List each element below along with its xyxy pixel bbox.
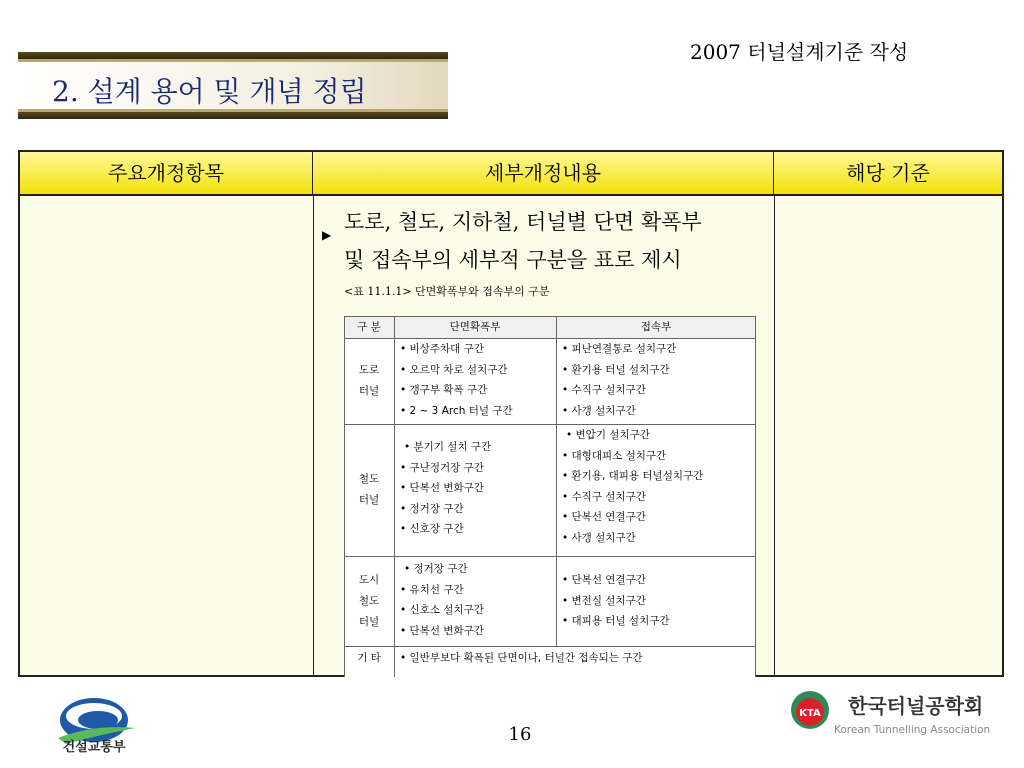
page-number: 16 — [508, 724, 532, 745]
rail-widening-list — [394, 437, 556, 540]
heading-bar-bottom — [18, 112, 448, 119]
category-line: 도로 — [358, 364, 380, 376]
list-item: • 정거장 구간 — [404, 563, 468, 575]
list-item: • 사갱 설치구간 — [562, 404, 636, 417]
category-rail-tunnel — [344, 424, 394, 556]
road-junction-list — [556, 339, 756, 421]
triangle-bullet-icon: ▶ — [322, 228, 332, 242]
grid-line — [344, 424, 756, 425]
list-item: • 유치선 구간 — [400, 583, 464, 596]
category-line: 터널 — [358, 494, 380, 506]
ministry-logo-text: 건설교통부 — [62, 740, 126, 755]
rail-junction-list — [556, 425, 756, 548]
inner-header-junction: 접속부 — [556, 316, 756, 338]
detail-line: 도로, 철도, 지하철, 터널별 단면 확폭부 — [344, 210, 702, 234]
list-item: • 수직구 설치구간 — [562, 384, 646, 396]
grid-line — [556, 316, 557, 646]
column-divider — [313, 196, 314, 675]
grid-line — [344, 316, 756, 317]
heading-bar-top — [18, 52, 448, 59]
grid-line — [344, 338, 756, 339]
table-caption: <표 11.1.1> 단면확폭부와 접속부의 구분 — [344, 285, 550, 298]
column-divider — [774, 196, 775, 675]
list-item: • 단복선 변화구간 — [400, 624, 484, 637]
list-item: • 2 ~ 3 Arch 터널 구간 — [400, 404, 513, 417]
grid-line — [344, 646, 756, 647]
section-heading — [18, 62, 448, 109]
category-line: 철도 — [358, 473, 380, 485]
section-title: 2. 설계 용어 및 개념 정립 — [52, 75, 367, 108]
road-widening-list — [394, 339, 556, 421]
detail-line: 및 접속부의 세부적 구분을 표로 제시 — [344, 248, 682, 272]
list-item: • 변전실 설치구간 — [562, 594, 646, 607]
inner-header-category: 구 분 — [344, 316, 394, 338]
list-item: • 구난정거장 구간 — [400, 461, 484, 474]
classification-table — [344, 316, 756, 677]
kta-badge-icon — [790, 690, 830, 730]
document-title: 2007 터널설계기준 작성 — [690, 40, 909, 64]
list-item: • 피난연결통로 설치구간 — [562, 343, 677, 355]
column-header-standard: 해당 기준 — [774, 152, 1002, 196]
category-line: 기 타 — [357, 651, 381, 664]
grid-line — [394, 316, 395, 677]
grid-line — [344, 556, 756, 557]
urban-widening-list — [394, 559, 556, 641]
list-item: • 수직구 설치구간 — [562, 490, 646, 503]
association-name: 한국터널공학회 — [848, 694, 984, 718]
category-road-tunnel — [344, 338, 394, 424]
other-description: • 일반부보다 확폭된 단면이나, 터널간 접속되는 구간 — [400, 652, 643, 664]
column-header-revision-item: 주요개정항목 — [20, 152, 313, 196]
list-item: • 환기용, 대피용 터널설치구간 — [562, 470, 704, 482]
column-header-revision-details: 세부개정내용 — [313, 152, 774, 196]
list-item: • 신호장 구간 — [400, 523, 464, 535]
list-item: • 비상주차대 구간 — [400, 343, 484, 355]
category-line: 철도 — [358, 594, 380, 607]
list-item: • 정거장 구간 — [400, 502, 464, 515]
category-urban-rail-tunnel — [344, 556, 394, 646]
grid-line — [344, 316, 345, 677]
list-item: • 갱구부 확폭 구간 — [400, 384, 488, 396]
list-item: • 대형대피소 설치구간 — [562, 449, 667, 462]
list-item: • 단복선 연결구간 — [562, 574, 646, 586]
list-item: • 신호소 설치구간 — [400, 604, 484, 616]
list-item: • 분기기 설치 구간 — [404, 441, 492, 453]
kta-badge-text: KTA — [799, 708, 821, 719]
grid-line — [755, 316, 756, 677]
list-item: • 단복선 변화구간 — [400, 482, 484, 494]
list-item: • 변압기 설치구간 — [566, 429, 650, 441]
category-line: 터널 — [358, 385, 380, 397]
association-english-name: Korean Tunnelling Association — [834, 724, 991, 736]
list-item: • 단복선 연결구간 — [562, 511, 646, 523]
category-line: 도시 — [358, 573, 380, 586]
list-item: • 오르막 차로 설치구간 — [400, 363, 508, 376]
list-item: • 대피용 터널 설치구간 — [562, 615, 670, 627]
revision-table — [18, 150, 1004, 677]
list-item: • 사갱 설치구간 — [562, 531, 636, 544]
list-item: • 환기용 터널 설치구간 — [562, 363, 670, 376]
category-line: 터널 — [358, 615, 380, 628]
urban-junction-list — [556, 570, 756, 632]
category-other — [344, 646, 394, 670]
inner-header-widening: 단면확폭부 — [394, 316, 556, 338]
